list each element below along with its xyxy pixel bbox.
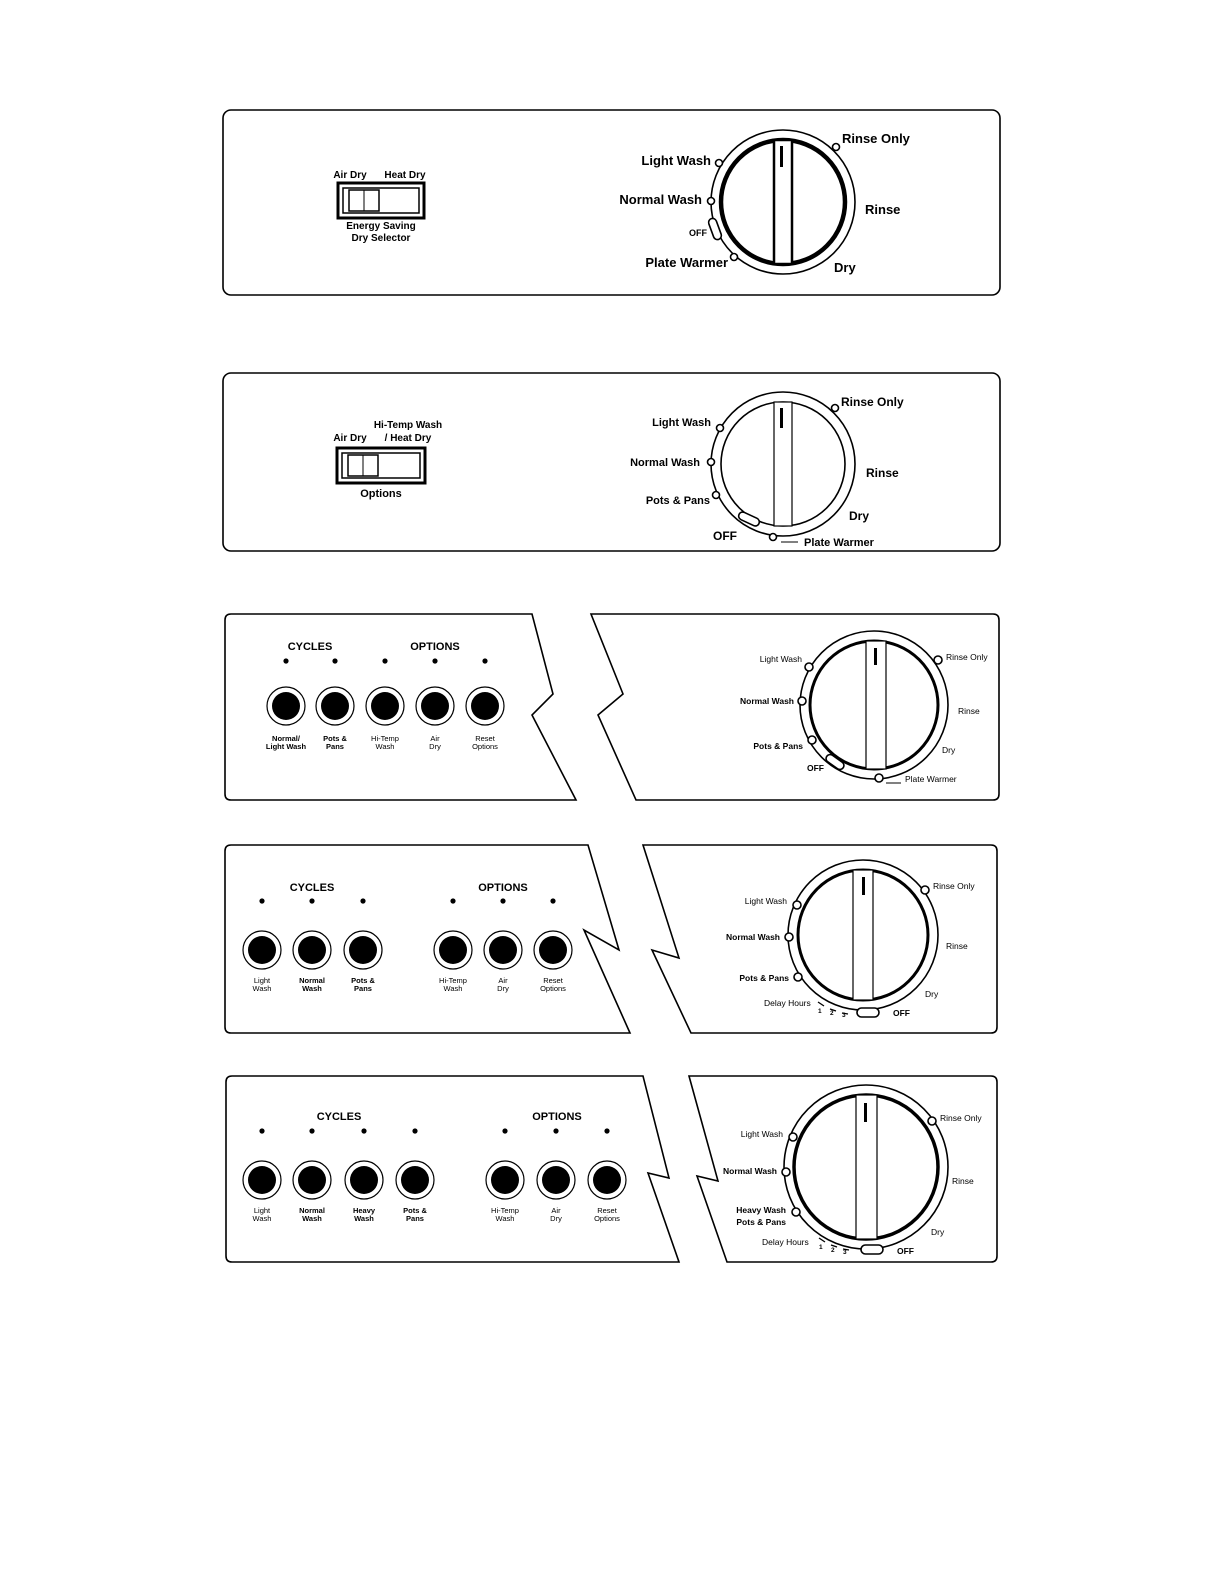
dial-marker-pots-pans xyxy=(808,736,816,744)
button-label: Pans xyxy=(326,742,344,751)
switch-caption-energy-saving: Energy Saving xyxy=(346,221,416,232)
switch-caption-options: Options xyxy=(360,488,402,500)
dial-label-normal-wash: Normal Wash xyxy=(630,457,700,469)
button-label: Reset xyxy=(597,1206,617,1215)
dial-label-delay-hours: Delay Hours xyxy=(762,1237,809,1247)
indicator-light xyxy=(360,898,365,903)
dial-label-rinse-only: Rinse Only xyxy=(842,131,910,146)
dial-label-delay-hours: Delay Hours xyxy=(764,998,811,1008)
dial-marker-rinse-only xyxy=(832,405,839,412)
dial-label-pots-pans: Pots & Pans xyxy=(736,1217,786,1227)
indicator-light xyxy=(604,1128,609,1133)
cycle-dial-1[interactable] xyxy=(711,130,855,274)
switch-label-air-dry: Air Dry xyxy=(333,433,367,444)
dial-marker-normal-wash xyxy=(785,933,793,941)
indicator-light xyxy=(412,1128,417,1133)
dial-label-rinse-only: Rinse Only xyxy=(940,1113,982,1123)
button-label: Pots & xyxy=(323,734,347,743)
indicator-light xyxy=(382,658,387,663)
button-label: Options xyxy=(594,1214,620,1223)
button-label: Wash xyxy=(443,984,463,993)
dial-label-rinse: Rinse xyxy=(958,706,980,716)
dial-label-light-wash: Light Wash xyxy=(759,654,802,664)
cycle-dial-4[interactable] xyxy=(788,860,938,1010)
switch-caption-dry-selector: Dry Selector xyxy=(351,233,411,244)
indicator-light xyxy=(309,898,314,903)
switch-label-air-dry: Air Dry xyxy=(333,170,367,181)
button-label: Options xyxy=(540,984,566,993)
dial-label-rinse: Rinse xyxy=(946,941,968,951)
button-label: Hi-Temp xyxy=(439,976,467,985)
dial-marker-light-wash xyxy=(789,1133,797,1141)
button-label: Dry xyxy=(497,984,509,993)
dry-selector-switch[interactable] xyxy=(338,183,424,218)
dial-marker-pots-pans xyxy=(713,492,720,499)
dial-label-pots-pans: Pots & Pans xyxy=(739,973,789,983)
panel-3 xyxy=(225,614,999,800)
button-label: Pans xyxy=(406,1214,424,1223)
cycles-heading: CYCLES xyxy=(289,882,335,894)
indicator-light xyxy=(361,1128,366,1133)
dial-marker-rinse-only xyxy=(833,144,840,151)
indicator-light xyxy=(550,898,555,903)
button-label: Reset xyxy=(475,734,495,743)
dial-label-dry: Dry xyxy=(849,509,870,523)
dial-label-rinse: Rinse xyxy=(866,466,899,480)
dial-marker-light-wash xyxy=(716,160,723,167)
dial-label-normal-wash: Normal Wash xyxy=(739,696,794,706)
dial-marker-normal-wash xyxy=(708,198,715,205)
dial-label-normal-wash: Normal Wash xyxy=(722,1166,777,1176)
options-heading: OPTIONS xyxy=(532,1111,582,1123)
switch-label-heat-dry: Heat Dry xyxy=(384,170,426,181)
dial-label-plate-warmer: Plate Warmer xyxy=(905,774,957,784)
dial-label-dry: Dry xyxy=(834,260,856,275)
dial-marker-light-wash xyxy=(805,663,813,671)
button-label: Wash xyxy=(302,984,322,993)
dial-label-plate-warmer: Plate Warmer xyxy=(804,537,874,549)
delay-hour-1: 1 xyxy=(818,1008,822,1015)
button-label: Wash xyxy=(302,1214,322,1223)
options-heading: OPTIONS xyxy=(410,641,460,653)
cycle-dial-5[interactable] xyxy=(784,1085,948,1249)
button-label: Reset xyxy=(543,976,563,985)
indicator-light xyxy=(432,658,437,663)
button-label: Hi-Temp xyxy=(491,1206,519,1215)
indicator-light xyxy=(502,1128,507,1133)
dial-label-off: OFF xyxy=(893,1008,910,1018)
dial-label-pots-pans: Pots & Pans xyxy=(753,741,803,751)
dial-label-dry: Dry xyxy=(925,989,939,999)
delay-hour-2: 2 xyxy=(830,1010,834,1017)
delay-hour-3: 3 xyxy=(842,1012,846,1019)
panel-5 xyxy=(226,1076,997,1262)
indicator-light xyxy=(259,898,264,903)
switch-label-heat-dry: / Heat Dry xyxy=(384,433,432,444)
dial-label-pots-pans: Pots & Pans xyxy=(645,495,710,507)
options-switch[interactable] xyxy=(337,448,425,483)
indicator-light xyxy=(259,1128,264,1133)
button-label: Normal/ xyxy=(272,734,300,743)
panel-1 xyxy=(223,110,1000,295)
button-label: Dry xyxy=(550,1214,562,1223)
dial-label-off: OFF xyxy=(807,763,824,773)
dial-label-off: OFF xyxy=(897,1246,914,1256)
button-label: Air xyxy=(551,1206,561,1215)
button-label: Pans xyxy=(354,984,372,993)
dial-marker-normal-wash xyxy=(798,697,806,705)
delay-hour-3: 3 xyxy=(843,1249,847,1256)
button-label: Air xyxy=(498,976,508,985)
panel-4 xyxy=(225,845,997,1033)
button-label: Pots & xyxy=(351,976,375,985)
button-label: Pots & xyxy=(403,1206,427,1215)
button-label: Hi-Temp xyxy=(371,734,399,743)
options-heading: OPTIONS xyxy=(478,882,528,894)
indicator-light xyxy=(309,1128,314,1133)
button-label: Normal xyxy=(299,1206,325,1215)
dial-label-off: OFF xyxy=(689,228,707,238)
delay-hour-1: 1 xyxy=(819,1244,823,1251)
dial-marker-normal-wash xyxy=(782,1168,790,1176)
panel-2 xyxy=(223,373,1000,551)
dial-marker-off xyxy=(857,1008,879,1017)
dial-label-light-wash: Light Wash xyxy=(652,417,711,429)
dial-label-rinse: Rinse xyxy=(952,1176,974,1186)
button-label: Light Wash xyxy=(265,742,307,751)
panel-4-left-frame xyxy=(225,845,630,1033)
button-label: Wash xyxy=(252,984,272,993)
dial-label-rinse-only: Rinse Only xyxy=(841,395,904,409)
indicator-light xyxy=(450,898,455,903)
dial-marker-light-wash xyxy=(793,901,801,909)
button-label: Wash xyxy=(495,1214,515,1223)
dial-marker-pots-pans xyxy=(794,973,802,981)
dial-label-rinse: Rinse xyxy=(865,202,901,217)
dial-label-off: OFF xyxy=(713,529,737,543)
dial-label-normal-wash: Normal Wash xyxy=(619,192,702,207)
dial-label-heavy-wash: Heavy Wash xyxy=(736,1205,786,1215)
button-label: Wash xyxy=(252,1214,272,1223)
dial-label-rinse-only: Rinse Only xyxy=(946,652,988,662)
cycle-dial-2[interactable] xyxy=(711,392,855,536)
button-label: Light xyxy=(253,1206,271,1215)
dial-label-dry: Dry xyxy=(931,1227,945,1237)
cycle-dial-3[interactable] xyxy=(800,631,948,779)
dial-label-rinse-only: Rinse Only xyxy=(933,881,975,891)
dial-marker-off xyxy=(861,1245,883,1254)
dial-marker-rinse-only xyxy=(921,886,929,894)
dial-marker-plate-warmer xyxy=(770,534,777,541)
indicator-light xyxy=(283,658,288,663)
dial-label-dry: Dry xyxy=(942,745,956,755)
button-label: Options xyxy=(472,742,498,751)
switch-label-hi-temp-wash: Hi-Temp Wash xyxy=(373,420,443,431)
button-label: Air xyxy=(430,734,440,743)
dial-label-light-wash: Light Wash xyxy=(740,1129,783,1139)
indicator-light xyxy=(500,898,505,903)
cycles-heading: CYCLES xyxy=(287,641,333,653)
dial-marker-plate-warmer xyxy=(731,254,738,261)
indicator-light xyxy=(553,1128,558,1133)
dial-marker-light-wash xyxy=(717,425,724,432)
dial-label-normal-wash: Normal Wash xyxy=(725,932,780,942)
dial-marker-heavy-wash-pots-pans xyxy=(792,1208,800,1216)
indicator-light xyxy=(332,658,337,663)
indicator-light xyxy=(482,658,487,663)
button-label: Normal xyxy=(299,976,325,985)
button-label: Heavy xyxy=(352,1206,376,1215)
button-label: Wash xyxy=(375,742,395,751)
dial-marker-rinse-only xyxy=(928,1117,936,1125)
button-label: Light xyxy=(253,976,271,985)
cycles-heading: CYCLES xyxy=(316,1111,362,1123)
button-label: Wash xyxy=(354,1214,374,1223)
dial-marker-normal-wash xyxy=(708,459,715,466)
dial-marker-rinse-only xyxy=(934,656,942,664)
dial-label-light-wash: Light Wash xyxy=(744,896,787,906)
dial-label-plate-warmer: Plate Warmer xyxy=(645,255,728,270)
dial-marker-plate-warmer xyxy=(875,774,883,782)
delay-hour-2: 2 xyxy=(831,1247,835,1254)
dial-label-light-wash: Light Wash xyxy=(641,153,711,168)
button-label: Dry xyxy=(429,742,441,751)
